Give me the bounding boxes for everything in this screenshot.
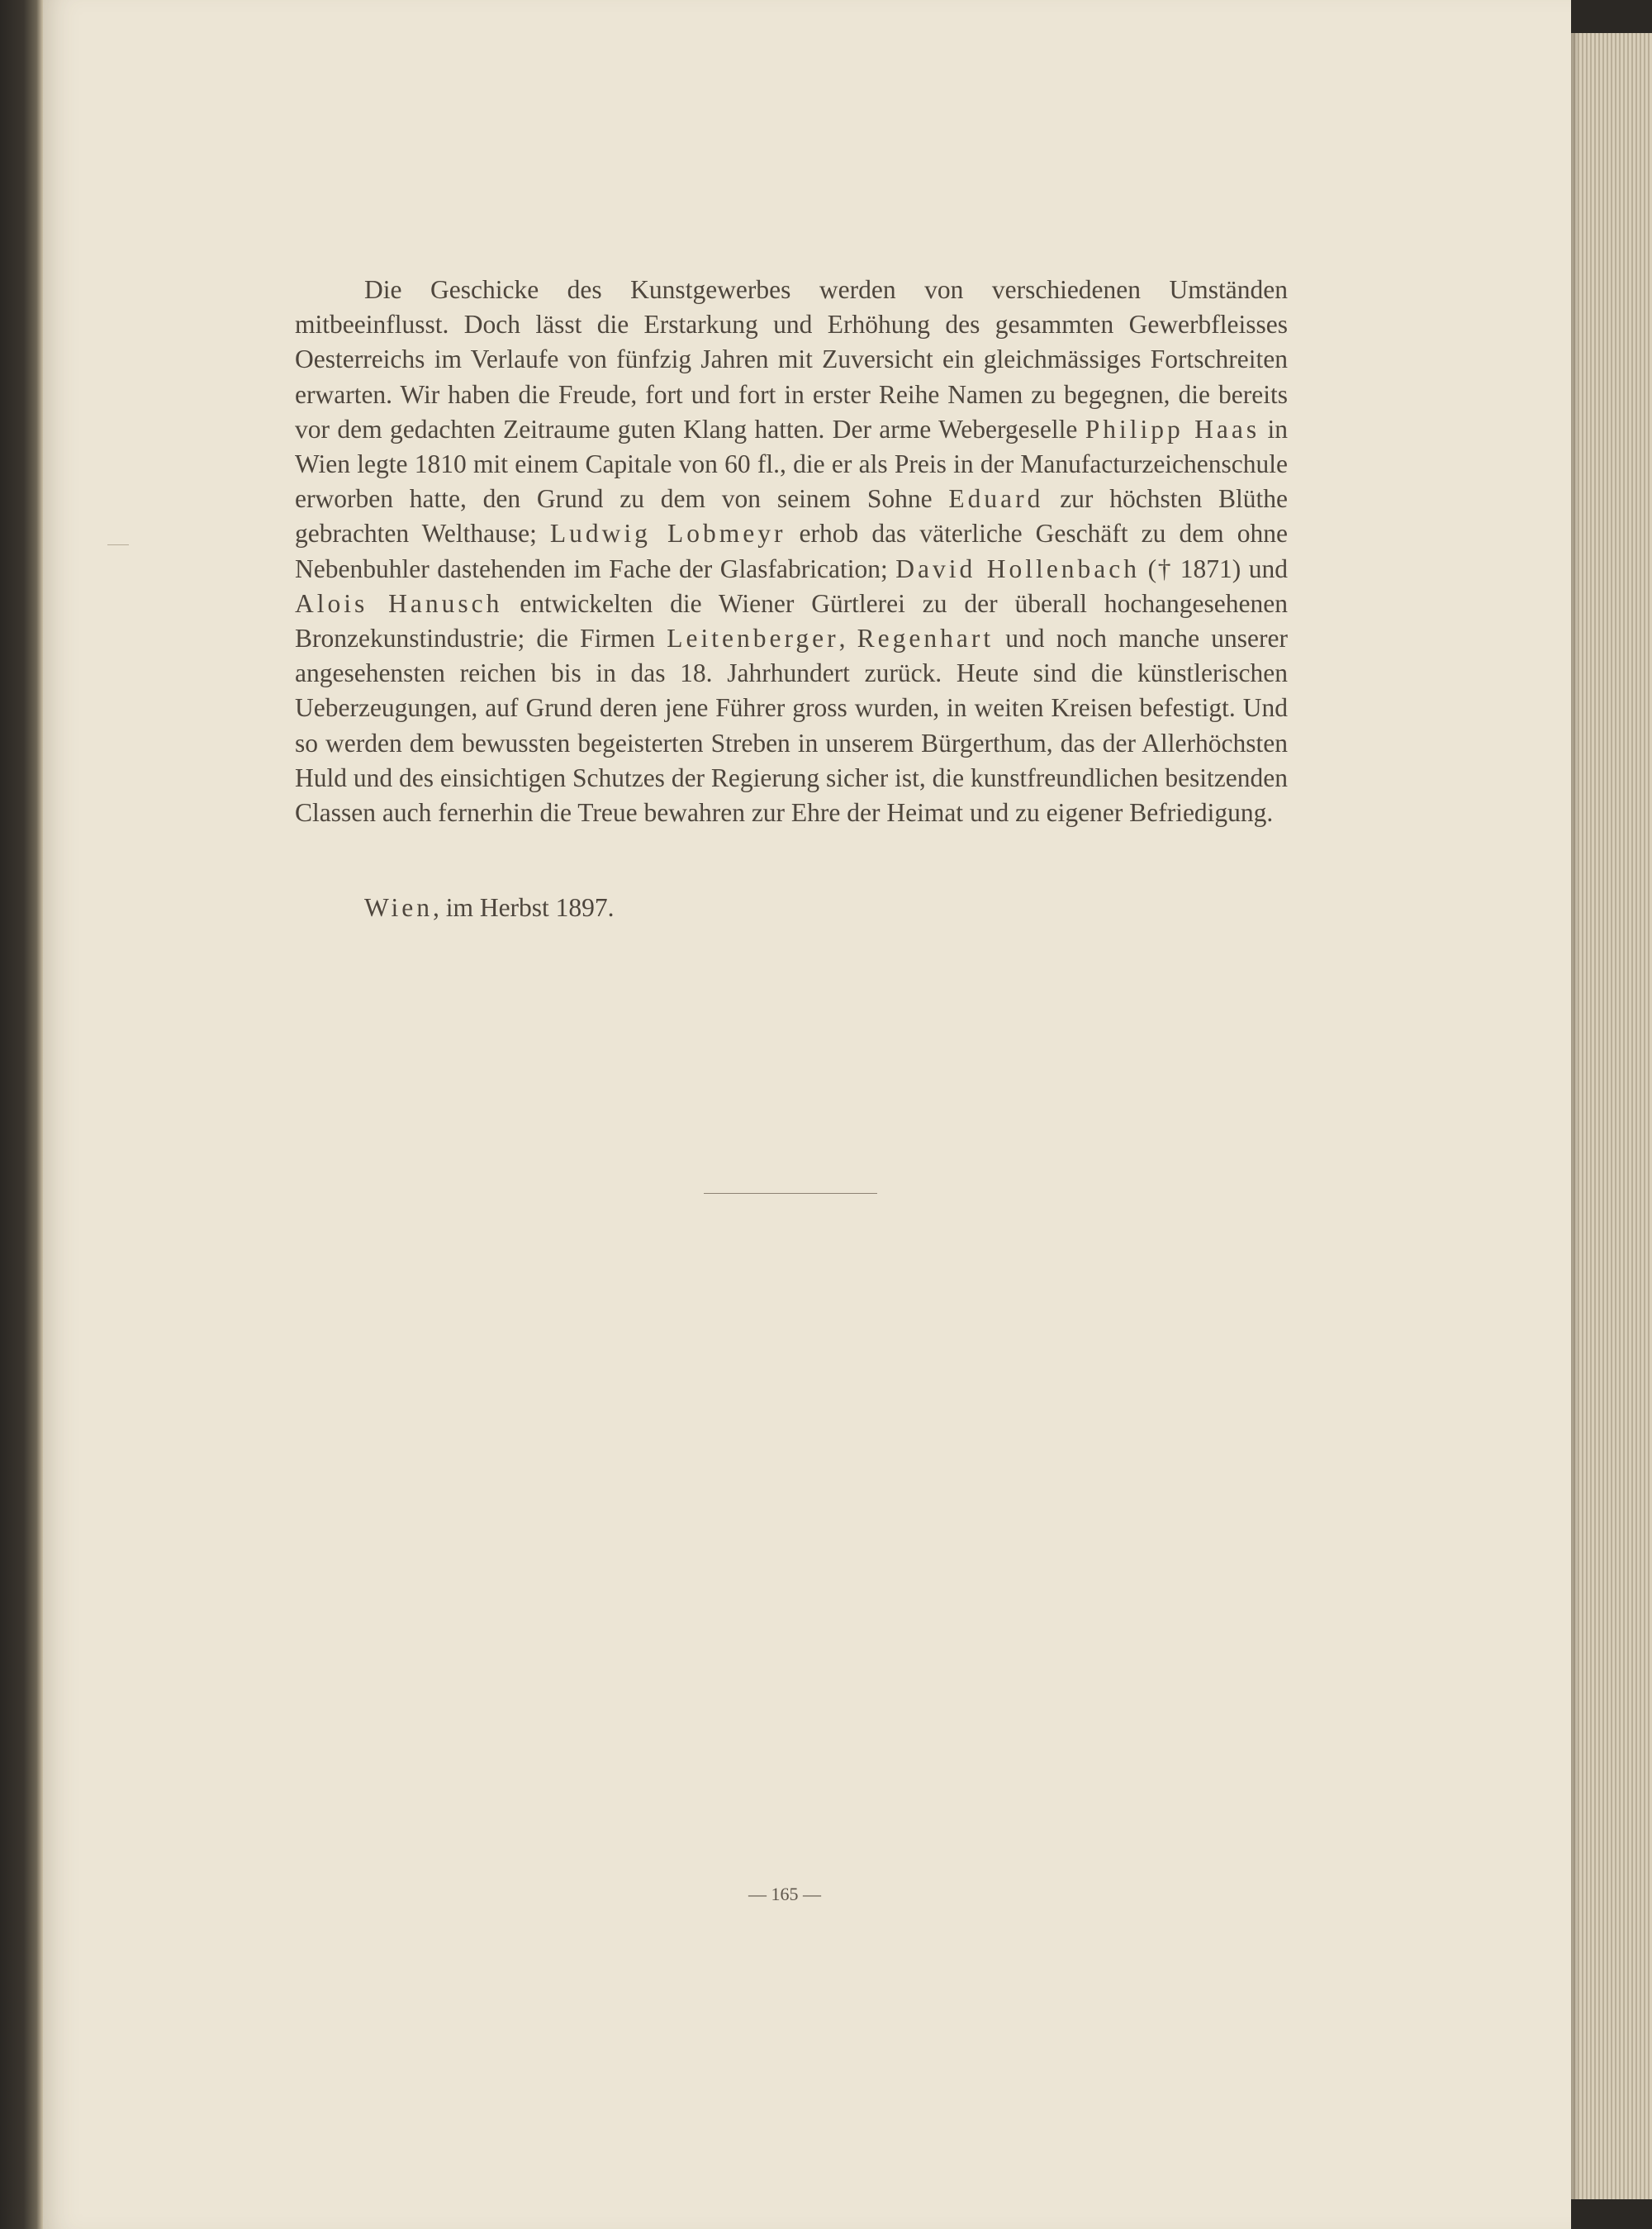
signature-line [364,891,615,925]
text-segment: und noch manche unserer angesehensten reichen bis in das 18. Jahrhundert zurück. Heute sind die künstlerischen Ueberzeugungen, auf Grund deren jene Führer gross wurden, in weiten Kreisen befestigt. Und so werden dem bewussten begeisterten Streben in unserem Bürgerthum, das der Allerhöchsten Huld und des einsichtigen Schutzes der Regierung sicher ist, die kunstfreundlichen besitzenden Classen auch fernerhin die Treue bewahren zur Ehre der Heimat und zu eigener Befriedigung. [295,624,1288,828]
text-segment: erhob das väterliche Geschäft zu dem ohne Nebenbuhler dastehenden im Fache der Glasfabrication; [295,519,1288,583]
text-segment: in Wien legte 1810 mit einem Capitale von 60 fl., die er als Preis in der Manufacturzeichenschule erworben hatte, den Grund zu dem von seinem Sohne [295,414,1288,514]
page-edge-shadow [1571,0,1579,2229]
text-segment: , [838,624,857,653]
text-segment: Die Geschicke des Kunstgewerbes werden von verschiedenen Umständen mitbeeinflusst. Doch lässt die Erstarkung und Erhöhung des gesammten Gewerbfleisses Oesterreichs im Verlaufe von fünfzig Jahren mit Zuversicht ein gleichmässiges Fortschreiten erwarten. Wir haben die Freude, fort und fort in erster Reihe Namen zu begegnen, die bereits vor dem gedachten Zeitraume guten Klang hatten. Der arme Webergeselle [295,275,1288,444]
name-leitenberger: Leitenberger [667,624,839,653]
name-alois-hanusch: Alois Hanusch [295,588,503,618]
margin-mark [107,544,129,545]
name-ludwig-lobmeyr: Ludwig Lobmeyr [549,519,786,549]
signature-date: , im Herbst 1897. [432,893,615,922]
text-segment: zur höchsten Blüthe gebrachten Welthause; [295,484,1288,549]
text-segment: († 1871) und [1140,554,1288,583]
body-paragraph [295,273,1288,830]
signature-place: Wien [364,893,433,922]
name-david-hollenbach: David Hollenbach [895,554,1141,583]
name-philipp-haas: Philipp Haas [1085,414,1260,444]
background-corner-top [1571,0,1652,33]
name-regenhart: Regenhart [857,624,995,653]
page-stack-edge [1571,0,1652,2229]
page-number: — 165 — [748,1884,821,1904]
background-corner-bottom [1571,2199,1652,2229]
text-segment: entwickelten die Wiener Gürtlerei zu der überall hochangesehenen Bronzekunstindustrie; die Firmen [295,588,1288,653]
section-divider [704,1193,877,1194]
name-eduard: Eduard [948,484,1044,514]
